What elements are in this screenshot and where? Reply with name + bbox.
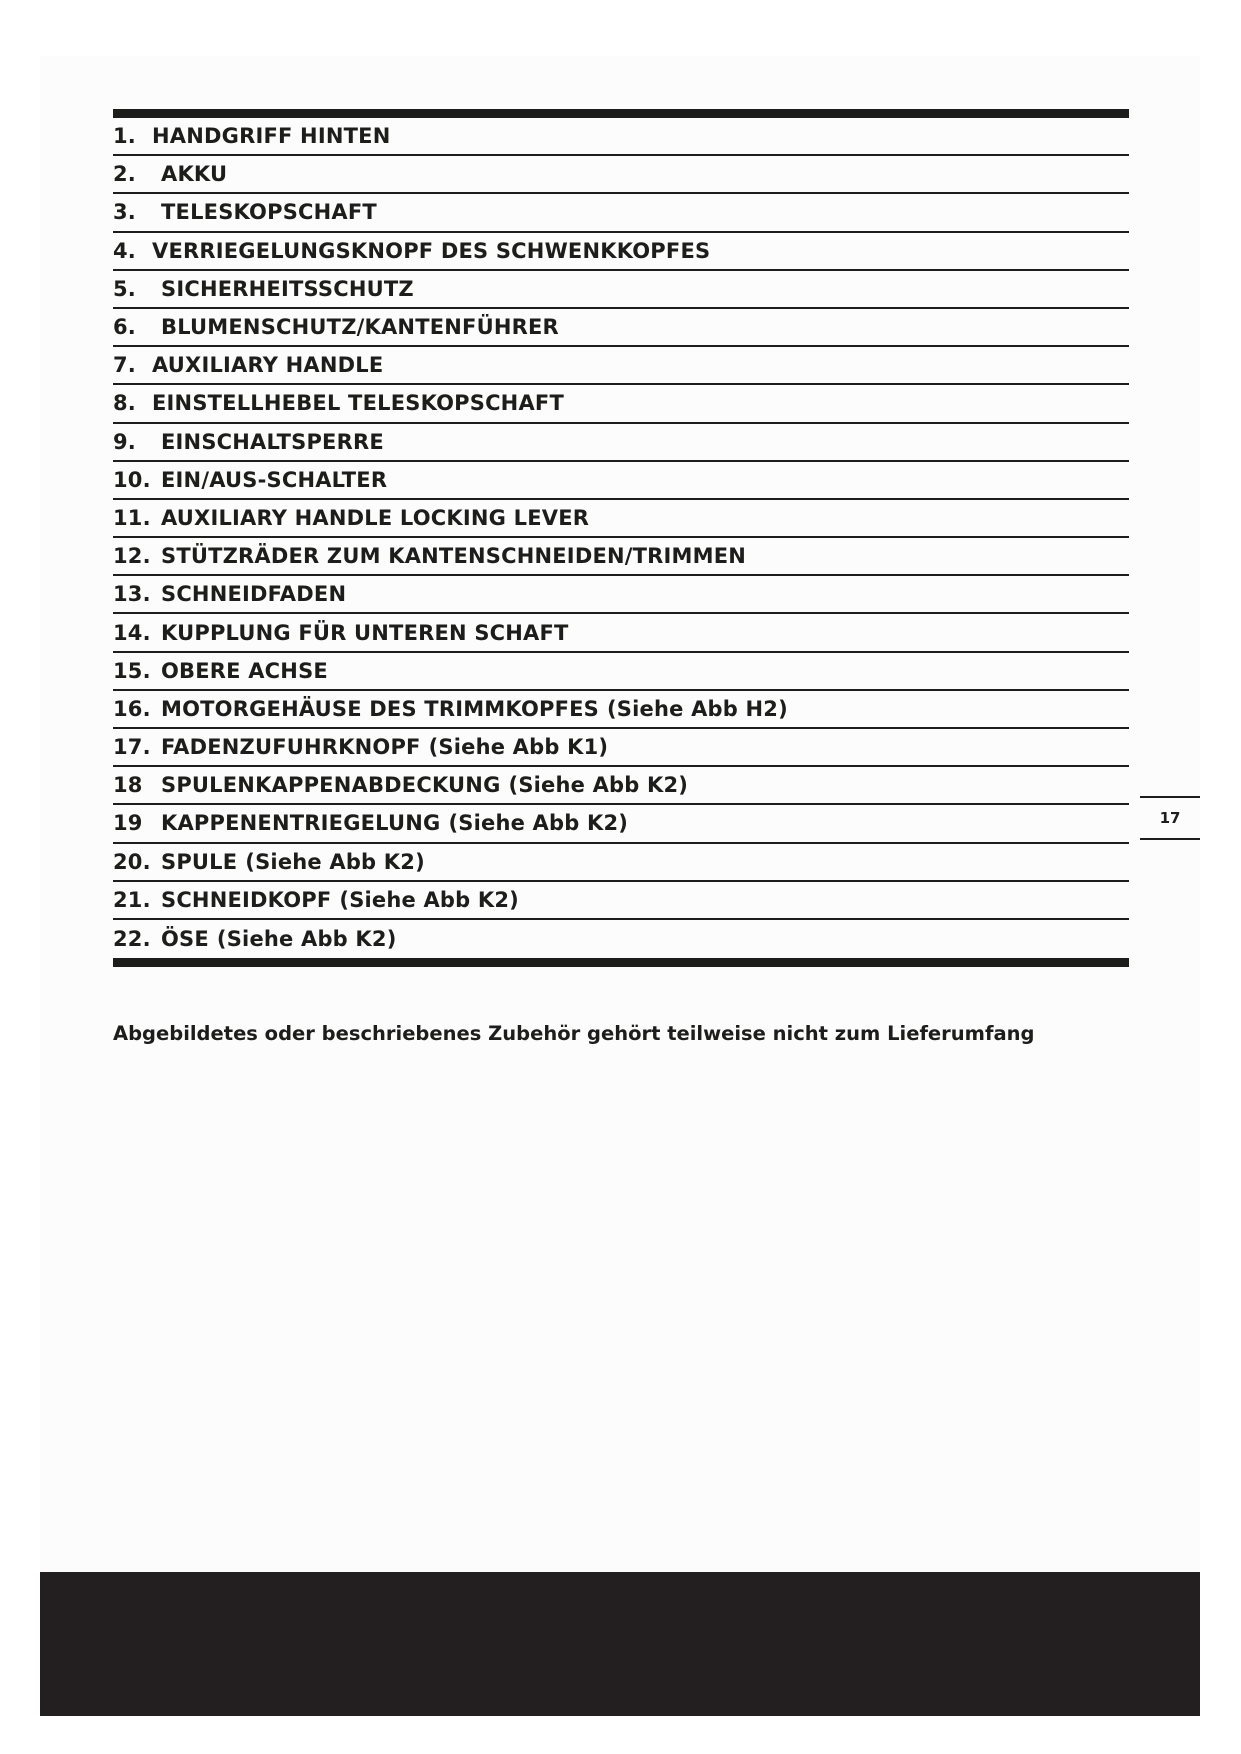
list-item [113,424,1129,462]
part-label: SICHERHEITSSCHUTZ [161,276,414,301]
part-number: 22. [113,927,151,952]
part-number: 21. [113,887,151,912]
figure-reference: (Siehe Abb K2) [339,887,519,912]
list-item [113,614,1129,652]
part-number: 16. [113,696,151,721]
part-number: 9. [113,429,136,454]
list-item [113,233,1129,271]
list-item [113,385,1129,423]
part-number: 10. [113,467,151,492]
list-item [113,576,1129,614]
part-label: EIN/AUS-SCHALTER [161,467,388,492]
list-item [113,920,1129,958]
part-label: SPULE [161,849,238,874]
part-number: 17. [113,735,151,760]
part-label: MOTORGEHÄUSE DES TRIMMKOPFES [161,696,599,721]
figure-reference: (Siehe Abb K2) [216,927,397,952]
part-number: 19 [113,811,143,836]
part-label: FADENZUFUHRKNOPF [161,735,421,760]
footer-band [40,1572,1200,1716]
part-label: BLUMENSCHUTZ/KANTENFÜHRER [161,315,559,340]
part-label: AUXILIARY HANDLE [152,353,384,378]
part-number: 15. [113,658,151,683]
part-label: EINSCHALTSPERRE [161,429,384,454]
part-number: 7. [113,353,136,378]
list-item [113,462,1129,500]
part-label: OBERE ACHSE [161,658,328,683]
part-label: KUPPLUNG FÜR UNTEREN SCHAFT [161,620,569,645]
part-number: 2. [113,162,136,187]
part-label: VERRIEGELUNGSKNOPF DES SCHWENKKOPFES [152,238,711,263]
list-item [113,653,1129,691]
part-number: 18 [113,773,143,798]
list-item [113,347,1129,385]
part-number: 8. [113,391,136,416]
part-label: STÜTZRÄDER ZUM KANTENSCHNEIDEN/TRIMMEN [161,544,747,569]
figure-reference: (Siehe Abb H2) [607,696,788,721]
list-item [113,767,1129,805]
part-label: HANDGRIFF HINTEN [152,124,391,149]
part-number: 13. [113,582,151,607]
part-label: SCHNEIDFADEN [161,582,347,607]
list-item [113,194,1129,232]
list-item [113,691,1129,729]
list-item [113,538,1129,576]
parts-list [113,109,1129,967]
part-number: 6. [113,315,136,340]
figure-reference: (Siehe Abb K2) [508,773,689,798]
part-label: TELESKOPSCHAFT [161,200,377,225]
figure-reference: (Siehe Abb K2) [245,849,425,874]
list-item [113,309,1129,347]
accessory-footnote: Abgebildetes oder beschriebenes Zubehör gehört teilweise nicht zum Lieferumfang [113,1022,1035,1045]
part-number: 3. [113,200,136,225]
part-label: KAPPENENTRIEGELUNG [161,811,441,836]
part-number: 1. [113,124,136,149]
page-number: 17 [1140,796,1200,840]
list-item [113,805,1129,843]
list-item [113,271,1129,309]
part-number: 5. [113,276,136,301]
part-number: 11. [113,505,151,530]
part-label: ÖSE [161,927,209,952]
part-number: 4. [113,238,136,263]
part-number: 20. [113,849,151,874]
list-item [113,156,1129,194]
list-item [113,118,1129,156]
figure-reference: (Siehe Abb K1) [428,735,609,760]
part-label: AUXILIARY HANDLE LOCKING LEVER [161,505,590,530]
part-label: SCHNEIDKOPF [161,887,332,912]
figure-reference: (Siehe Abb K2) [448,811,629,836]
list-item [113,882,1129,920]
list-item [113,500,1129,538]
part-label: SPULENKAPPENABDECKUNG [161,773,501,798]
list-item [113,844,1129,882]
part-label: AKKU [161,162,228,187]
part-number: 12. [113,544,151,569]
part-number: 14. [113,620,151,645]
list-item [113,729,1129,767]
part-label: EINSTELLHEBEL TELESKOPSCHAFT [152,391,564,416]
